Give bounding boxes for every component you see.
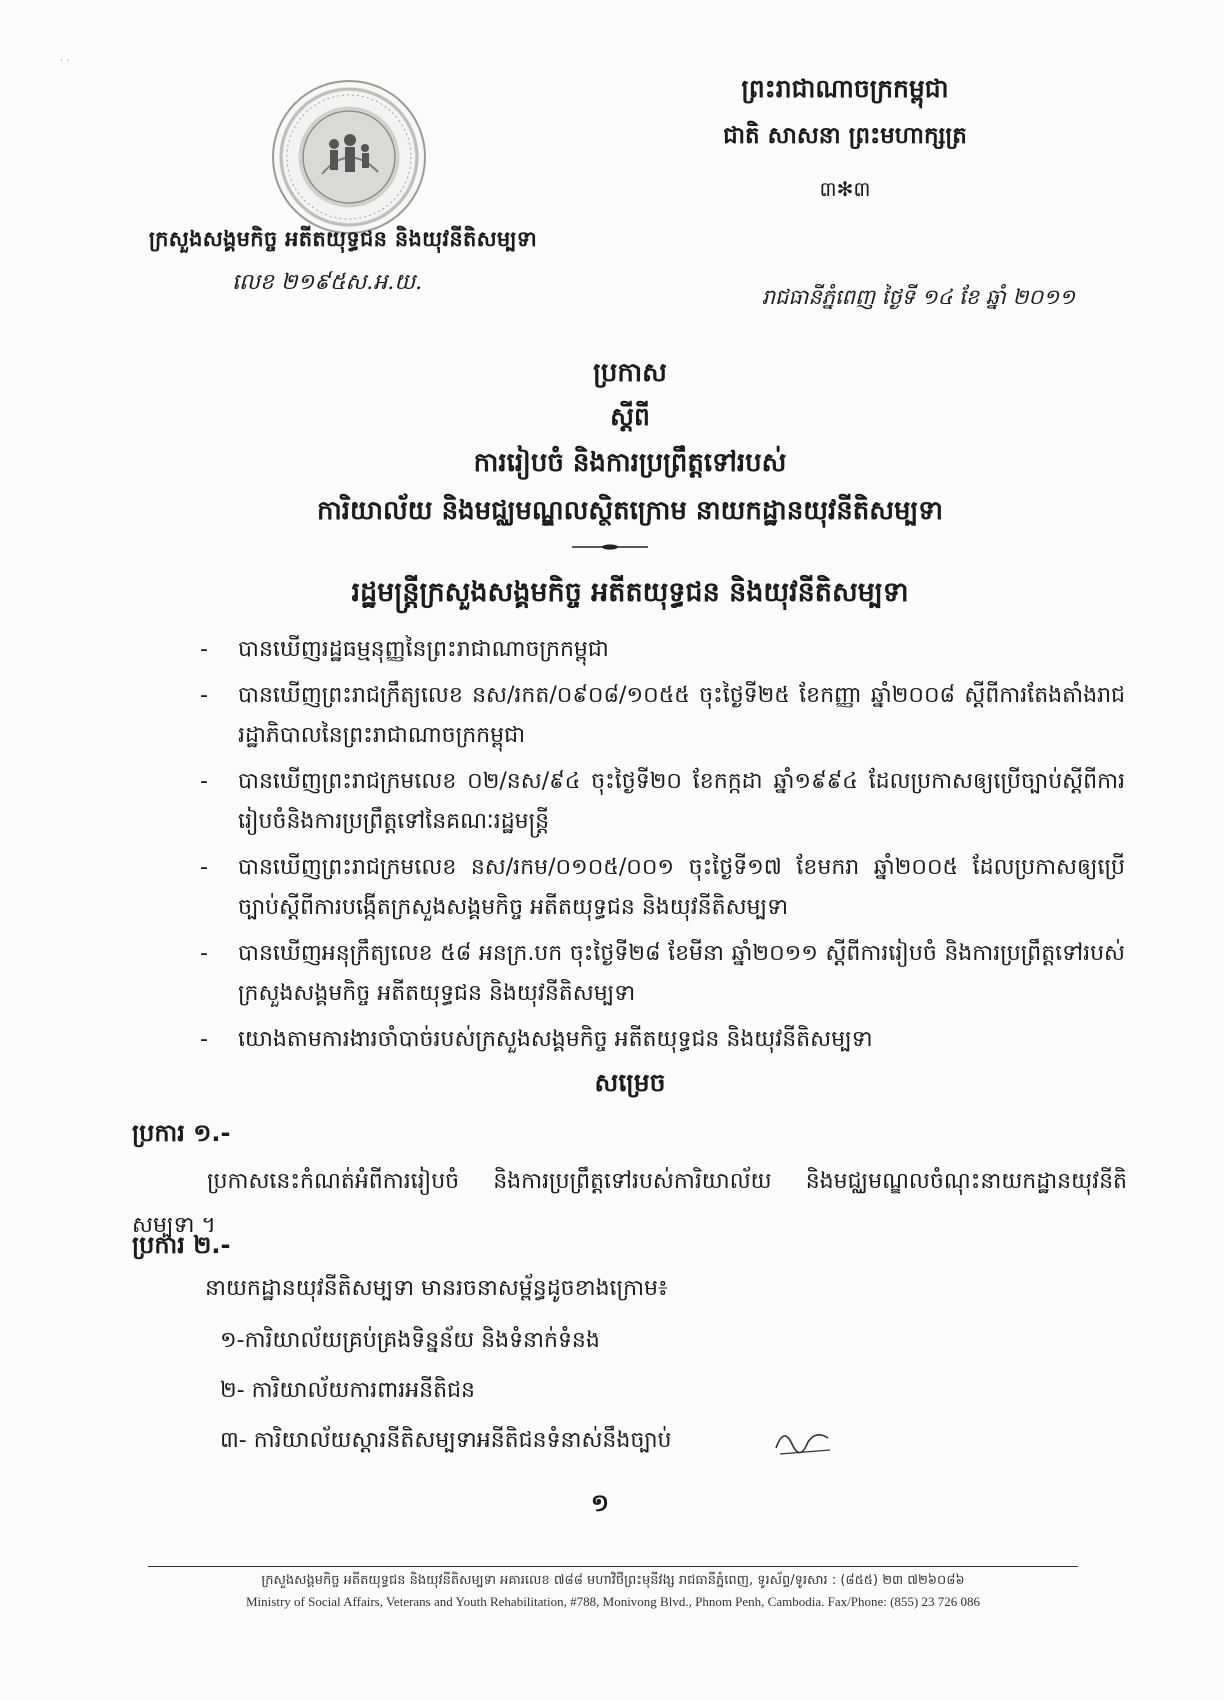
- preamble-clause: - បានឃើញរដ្ឋធម្មនុញ្ញនៃព្រះរាជាណាចក្រកម្ពុជា: [200, 637, 609, 662]
- decision-heading: សម្រេច: [594, 1068, 666, 1097]
- title-subject-line-1: ការរៀបចំ និងការប្រព្រឹត្តទៅរបស់: [473, 448, 787, 478]
- kingdom-heading: ព្រះរាជាណាចក្រកម្ពុជា: [741, 74, 949, 103]
- article-1-body: ប្រកាសនេះកំណត់អំពីការរៀបចំ និងការប្រព្រឹត្តទៅរបស់ការិយាល័យ និងមជ្ឈមណ្ឌលចំណុះនាយកដ្ឋានយុវនីតិសម្បទា ។: [132, 1169, 1127, 1238]
- preamble-clauses: [200, 630, 1125, 1066]
- office-item: ១-ការិយាល័យគ្រប់គ្រងទិន្នន័យ និងទំនាក់ទំនង: [220, 1328, 600, 1353]
- document-date: រាជធានីភ្នំពេញ ថ្ងៃទី ១៤ ខែ ​ឆ្នាំ ២០១១: [761, 285, 1075, 309]
- preamble-clause: - បានឃើញព្រះរាជក្រមលេខ នស/រកម/០១០៥/០០១ ចុះថ្ងៃទី១៧ ខែមករា ឆ្នាំ២០០៥ ដែលប្រកាសឲ្យប្រើច្បាប់ស្តីពីការបង្កើតក្រសួងសង្គមកិច្ច អតីតយុទ្ធជន និងយុវនីតិសម្បទា: [200, 855, 1125, 920]
- ministry-name: ក្រសួងសង្គមកិច្ច អតីតយុទ្ធជន និងយុវនីតិសម្បទា: [148, 227, 538, 251]
- national-motto: ជាតិ សាសនា ព្រះមហាក្សត្រ: [723, 123, 967, 149]
- article-2-heading: ប្រការ ២.-: [132, 1231, 231, 1259]
- divider-ornament: [572, 544, 648, 550]
- office-item: ៣- ការិយាល័យស្តារនីតិសម្បទាអនីតិជនទំនាស់នឹងច្បាប់: [220, 1428, 672, 1453]
- article-1-heading: ប្រការ ១.-: [132, 1119, 231, 1147]
- preamble-clause: - បានឃើញព្រះរាជក្រមលេខ ០២/នស/៩៤ ចុះថ្ងៃទី២០ ខែកក្កដា ឆ្នាំ១៩៩៤ ដែលប្រកាសឲ្យប្រើច្បាប់ស្តីពីការរៀបចំនិងការប្រព្រឹត្តទៅនៃគណៈរដ្ឋមន្ត្រី: [200, 769, 1125, 834]
- handwritten-initials: [770, 1420, 840, 1460]
- office-list: [220, 1316, 672, 1466]
- article-2-intro: នាយកដ្ឋានយុវនីតិសម្បទា មានរចនាសម្ព័ន្ធដូចខាងក្រោម៖: [205, 1276, 668, 1301]
- office-item: ២- ការិយាល័យការពារអនីតិជន: [220, 1378, 476, 1403]
- reference-number: លេខ ២១៩៥ស.អ.យ.: [232, 270, 423, 295]
- footer-address-english: Ministry of Social Affairs, Veterans and Youth Rehabilitation, #788, Monivong Blvd., Phnom Penh, Cambodia. Fax/Phone: (855) 23 726 086: [246, 1594, 980, 1609]
- preamble-clause: - បានឃើញព្រះរាជក្រឹត្យលេខ នស/រកត/០៩០៨/១០៥៥ ចុះថ្ងៃទី២៥ ខែកញ្ញា ឆ្នាំ២០០៨ ស្តីពីការតែងតាំងរាជរដ្ឋាភិបាលនៃព្រះរាជាណាចក្រកម្ពុជា: [200, 683, 1125, 748]
- title-subject-line-2: ការិយាល័យ និងមជ្ឈមណ្ឌលស្ថិតក្រោម នាយកដ្ឋានយុវនីតិសម្បទា: [317, 496, 943, 526]
- ministry-seal: [272, 80, 426, 234]
- footer-address-khmer: ក្រសួងសង្គមកិច្ច អតីតយុទ្ធជន និងយុវនីតិសម្បទា អគារលេខ ៧៨៨ មហាវិថីព្រះមុនីវង្ស រាជធានីភ្នំពេញ, ទូរស័ព្ទ/ទូរសារ : (៨៥៥) ២៣ ៧២៦០៨៦: [261, 1573, 965, 1588]
- page-number: ១: [590, 1489, 610, 1517]
- header-ornament: ៣✻៣: [819, 177, 871, 201]
- preamble-clause: - បានឃើញអនុក្រឹត្យលេខ ៥៨ អនក្រ.បក ចុះថ្ងៃទី២៨ ខែមីនា ឆ្នាំ២០១១ ស្តីពីការរៀបចំ និងការប្រព្រឹត្តទៅរបស់ក្រសួងសង្គមកិច្ច អតីតយុទ្ធជន និងយុវនីតិសម្បទា: [200, 941, 1125, 1006]
- document-type-title: ប្រកាស: [593, 358, 667, 388]
- issuer-title: រដ្ឋមន្ត្រីក្រសួងសង្គមកិច្ច អតីតយុទ្ធជន និងយុវនីតិសម្បទា: [351, 577, 909, 608]
- title-regarding: ស្តីពី: [610, 402, 650, 431]
- preamble-clause: - យោងតាមការងារចាំបាច់របស់ក្រសួងសង្គមកិច្ច អតីតយុទ្ធជន និងយុវនីតិសម្បទា: [200, 1027, 873, 1052]
- scan-speck: · ·: [60, 56, 70, 67]
- footer-divider: [148, 1566, 1078, 1567]
